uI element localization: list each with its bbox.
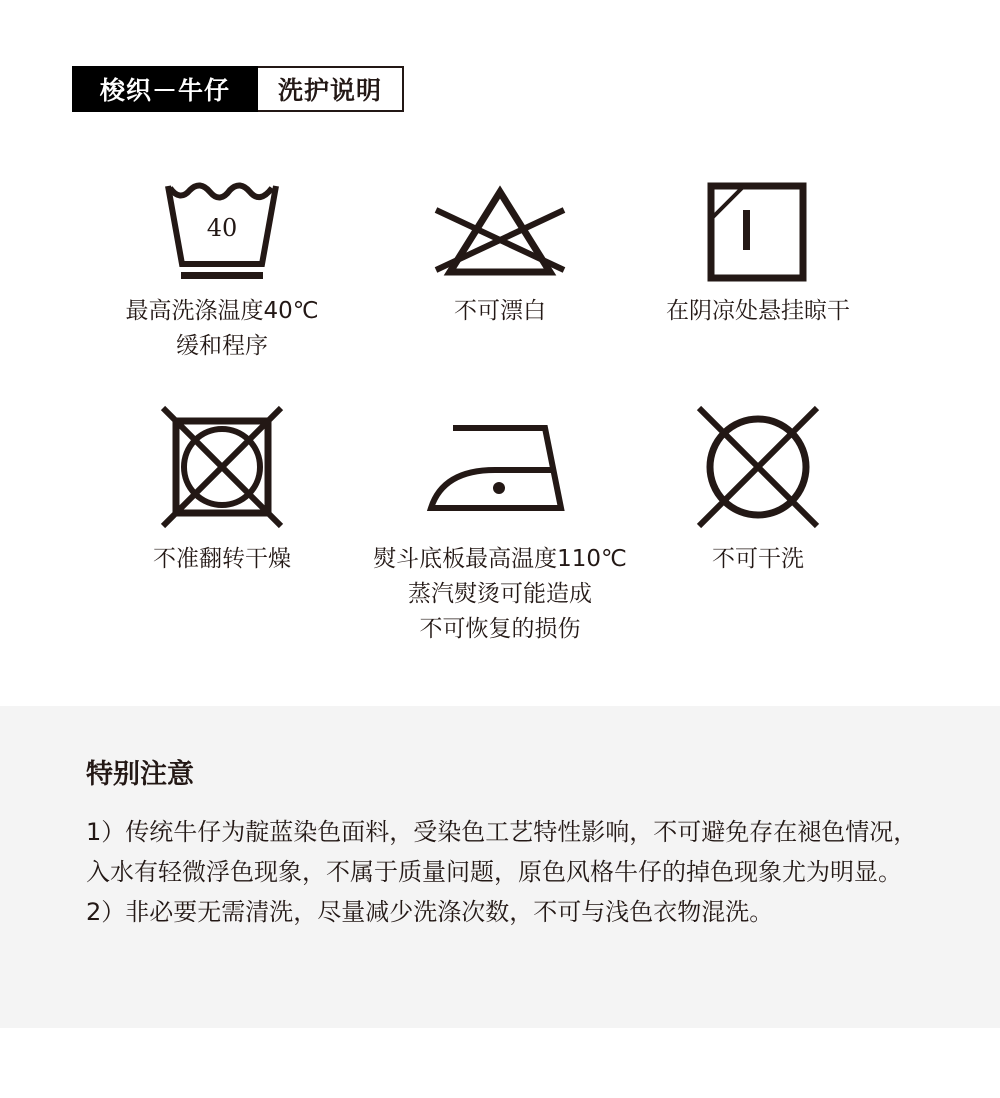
line-dry-in-shade-icon: [706, 180, 810, 284]
care-text-bleach: 不可漂白: [454, 298, 546, 324]
iron-low-110-icon: [425, 404, 575, 530]
care-text-tumble: 不准翻转干燥: [153, 546, 291, 572]
note-item-1: 1）传统牛仔为靛蓝染色面料，受染色工艺特性影响，不可避免存在褪色情况，入水有轻微浮色现象，不属于质量问题，原色风格牛仔的掉色现象尤为明显。: [86, 818, 918, 886]
do-not-tumble-dry-icon: [157, 404, 287, 530]
care-item-wash: [82, 180, 362, 364]
care-text-dry: 在阴凉处悬挂晾干: [666, 298, 850, 324]
care-item-iron: [360, 404, 640, 647]
do-not-dry-clean-icon: [693, 404, 823, 530]
care-item-dryclean: [618, 404, 898, 577]
care-item-dry: [618, 180, 898, 329]
do-not-bleach-icon: [430, 180, 570, 284]
care-text-iron: 熨斗底板最高温度110℃ 蒸汽熨烫可能造成 不可恢复的损伤: [373, 546, 627, 642]
care-text-wash: 最高洗涤温度40℃ 缓和程序: [125, 298, 319, 359]
notes-body: [86, 812, 936, 932]
care-item-bleach: [360, 180, 640, 329]
wash-40-gentle-icon: [162, 180, 282, 284]
notes-panel: [0, 706, 1000, 1028]
note-item-2: 2）非必要无需清洗，尽量减少洗涤次数，不可与浅色衣物混洗。: [86, 898, 774, 926]
svg-text:40: 40: [206, 214, 238, 242]
title-banner: [72, 66, 404, 112]
title-fabric: 梭织－牛仔: [72, 66, 258, 112]
notes-title: 特别注意: [86, 759, 194, 790]
title-care: 洗护说明: [258, 66, 404, 112]
care-item-tumble: [82, 404, 362, 577]
care-text-dryclean: 不可干洗: [712, 546, 804, 572]
